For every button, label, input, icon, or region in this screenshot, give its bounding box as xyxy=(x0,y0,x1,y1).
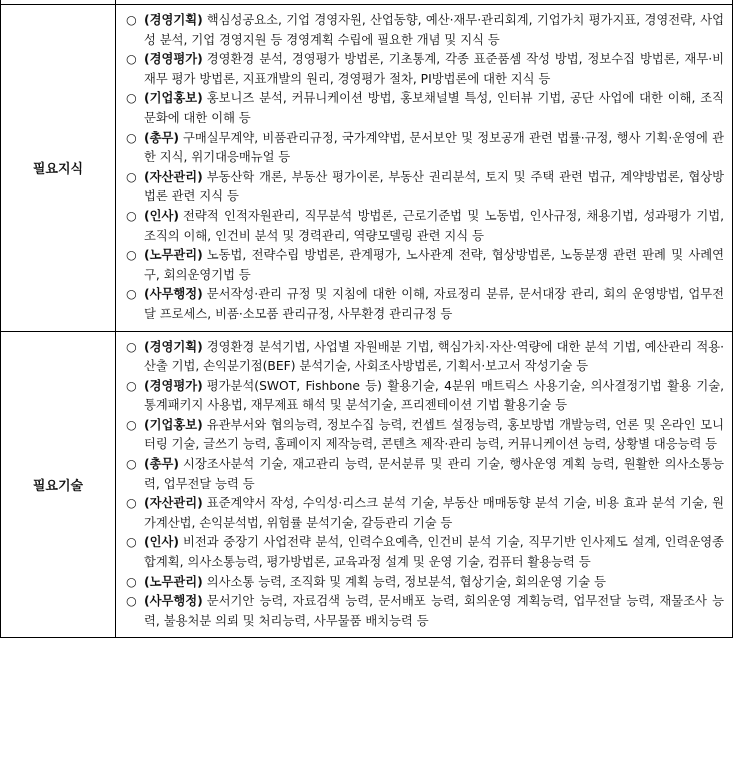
bullet-icon: ○ xyxy=(126,169,137,184)
item-category: (경영평가) xyxy=(144,52,203,67)
bullet-icon: ○ xyxy=(126,130,137,145)
item-category: (자산관리) xyxy=(144,169,203,184)
item-category: (노무관리) xyxy=(144,574,203,589)
item-text xyxy=(144,50,724,89)
item-category: (경영기획) xyxy=(144,339,203,354)
item-description: 전략적 인적자원관리, 직무분석 방법론, 근로기준법 및 노동법, 인사규정, 채용기법, 성과평가 기법, 조직의 이해, 인건비 분석 및 경력관리, 역량모델링 관련 지식 등 xyxy=(144,208,724,243)
skills-label: 필요기술 xyxy=(1,331,116,638)
item-text xyxy=(144,168,724,207)
item-description: 표준계약서 작성, 수익성·리스크 분석 기술, 부동산 매매동향 분석 기술, 비용 효과 분석 기술, 원가계산법, 손익분석법, 위험률 분석기술, 갈등관리 기술 등 xyxy=(144,496,724,530)
list-item xyxy=(126,11,724,50)
item-text xyxy=(144,338,724,377)
bullet-icon: ○ xyxy=(126,13,137,27)
item-text xyxy=(144,592,724,631)
item-category: (사무행정) xyxy=(144,594,203,609)
bullet-icon: ○ xyxy=(126,91,137,106)
bullet-icon: ○ xyxy=(126,52,137,67)
bullet-icon: ○ xyxy=(126,457,137,472)
item-category: (총무) xyxy=(144,130,179,145)
knowledge-row xyxy=(1,5,733,332)
item-text xyxy=(144,416,724,455)
skills-content xyxy=(116,331,733,638)
item-description: 문서기안 능력, 자료검색 능력, 문서배포 능력, 회의운영 계획능력, 업무전달 능력, 재물조사 능력, 불용처분 의뢰 및 처리능력, 사무물품 배치능력 등 xyxy=(144,594,724,628)
list-item xyxy=(126,573,724,593)
list-item xyxy=(126,129,724,168)
knowledge-content xyxy=(116,5,733,332)
list-item xyxy=(126,338,724,377)
item-text xyxy=(144,11,724,50)
skills-row xyxy=(1,331,733,638)
list-item xyxy=(126,592,724,631)
item-text xyxy=(144,285,724,324)
list-item xyxy=(126,246,724,285)
item-category: (노무관리) xyxy=(144,248,203,263)
item-description: 핵심성공요소, 기업 경영자원, 산업동향, 예산·재무·관리회계, 기업가치 평가지표, 경영전략, 사업성 분석, 기업 경영지원 등 경영계획 수립에 필요한 개념 및 지식 등 xyxy=(144,13,724,47)
list-item xyxy=(126,494,724,533)
item-text xyxy=(144,494,724,533)
list-item xyxy=(126,533,724,572)
bullet-icon: ○ xyxy=(126,417,137,432)
bullet-icon: ○ xyxy=(126,574,137,589)
bullet-icon: ○ xyxy=(126,496,137,511)
item-description: 평가분석(SWOT, Fishbone 등) 활용기술, 4분위 매트릭스 사용기술, 의사결정기법 활용 기술, 통계패키지 사용법, 재무제표 해석 및 분석기술, 프리젠테이션 기법 활용기술 등 xyxy=(144,378,724,413)
list-item xyxy=(126,89,724,128)
item-description: 홍보니즈 분석, 커뮤니케이션 방법, 홍보채널별 특성, 인터뷰 기법, 공단 사업에 대한 이해, 조직문화에 대한 이해 등 xyxy=(144,91,724,125)
list-item xyxy=(126,285,724,324)
item-text xyxy=(144,89,724,128)
item-description: 경영환경 분석기법, 사업별 자원배분 기법, 핵심가치·자산·역량에 대한 분석 기법, 예산관리 적용·산출 기법, 손익분기점(BEF) 분석기술, 사회조사방법론, 기획서·보고서 작성기술 등 xyxy=(144,339,724,374)
item-description: 의사소통 능력, 조직화 및 계획 능력, 정보분석, 협상기술, 회의운영 기술 등 xyxy=(206,574,606,589)
item-text xyxy=(144,129,724,168)
list-item xyxy=(126,416,724,455)
item-category: (기업홍보) xyxy=(144,91,203,106)
item-text xyxy=(144,455,724,494)
item-description: 경영환경 분석, 경영평가 방법론, 기초통계, 각종 표준품셈 작성 방법, 정보수집 방법론, 재무·비재무 평가 방법론, 지표개발의 원리, 경영평가 절차, PI방법론에 대한 지식 등 xyxy=(144,52,724,86)
bullet-icon: ○ xyxy=(126,208,137,223)
list-item xyxy=(126,455,724,494)
list-item xyxy=(126,377,724,416)
item-description: 시장조사분석 기술, 재고관리 능력, 문서분류 및 관리 기술, 행사운영 계획 능력, 원활한 의사소통능력, 업무전달 능력 등 xyxy=(144,457,724,491)
item-category: (인사) xyxy=(144,535,179,550)
bullet-icon: ○ xyxy=(126,287,137,302)
list-item xyxy=(126,50,724,89)
item-description: 노동법, 전략수립 방법론, 관계평가, 노사관계 전략, 협상방법론, 노동분쟁 관련 판례 및 사례연구, 회의운영기법 등 xyxy=(144,248,724,282)
item-text xyxy=(144,533,724,572)
item-category: (사무행정) xyxy=(144,287,203,302)
bullet-icon: ○ xyxy=(126,339,137,354)
item-category: (자산관리) xyxy=(144,496,203,511)
item-description: 부동산학 개론, 부동산 평가이론, 부동산 권리분석, 토지 및 주택 관련 법규, 계약방법론, 협상방법론 관련 지식 등 xyxy=(144,169,724,204)
item-category: (인사) xyxy=(144,208,179,223)
item-category: (총무) xyxy=(144,457,179,472)
knowledge-label: 필요지식 xyxy=(1,5,116,332)
list-item xyxy=(126,207,724,246)
item-description: 유관부서와 협의능력, 정보수집 능력, 컨셉트 설정능력, 홍보방법 개발능력, 언론 및 온라인 모니터링 기술, 글쓰기 능력, 홈페이지 제작능력, 콘텐츠 제작·관리 능력, 커뮤니케이션 능력, 상황별 대응능력 등 xyxy=(144,417,724,452)
bullet-icon: ○ xyxy=(126,535,137,550)
item-text xyxy=(144,573,724,593)
bullet-icon: ○ xyxy=(126,594,137,609)
item-text xyxy=(144,246,724,285)
item-category: (경영기획) xyxy=(144,13,203,27)
item-text xyxy=(144,377,724,416)
item-category: (기업홍보) xyxy=(144,417,203,432)
bullet-icon: ○ xyxy=(126,248,137,263)
item-description: 비전과 중장기 사업전략 분석, 인력수요예측, 인건비 분석 기술, 직무기반 인사제도 설계, 인력운영종합계획, 의사소통능력, 평가방법론, 교육과정 설계 및 운영 기술, 컴퓨터 활용능력 등 xyxy=(144,535,724,570)
bullet-icon: ○ xyxy=(126,378,137,393)
item-category: (경영평가) xyxy=(144,378,203,393)
item-description: 문서작성·관리 규정 및 지침에 대한 이해, 자료정리 분류, 문서대장 관리, 회의 운영방법, 업무전달 프로세스, 비품·소모품 관리규정, 사무환경 관리규정 등 xyxy=(144,287,724,321)
list-item xyxy=(126,168,724,207)
item-description: 구매실무계약, 비품관리규정, 국가계약법, 문서보안 및 정보공개 관련 법률·규정, 행사 기획·운영에 관한 지식, 위기대응매뉴얼 등 xyxy=(144,130,724,165)
item-text xyxy=(144,207,724,246)
